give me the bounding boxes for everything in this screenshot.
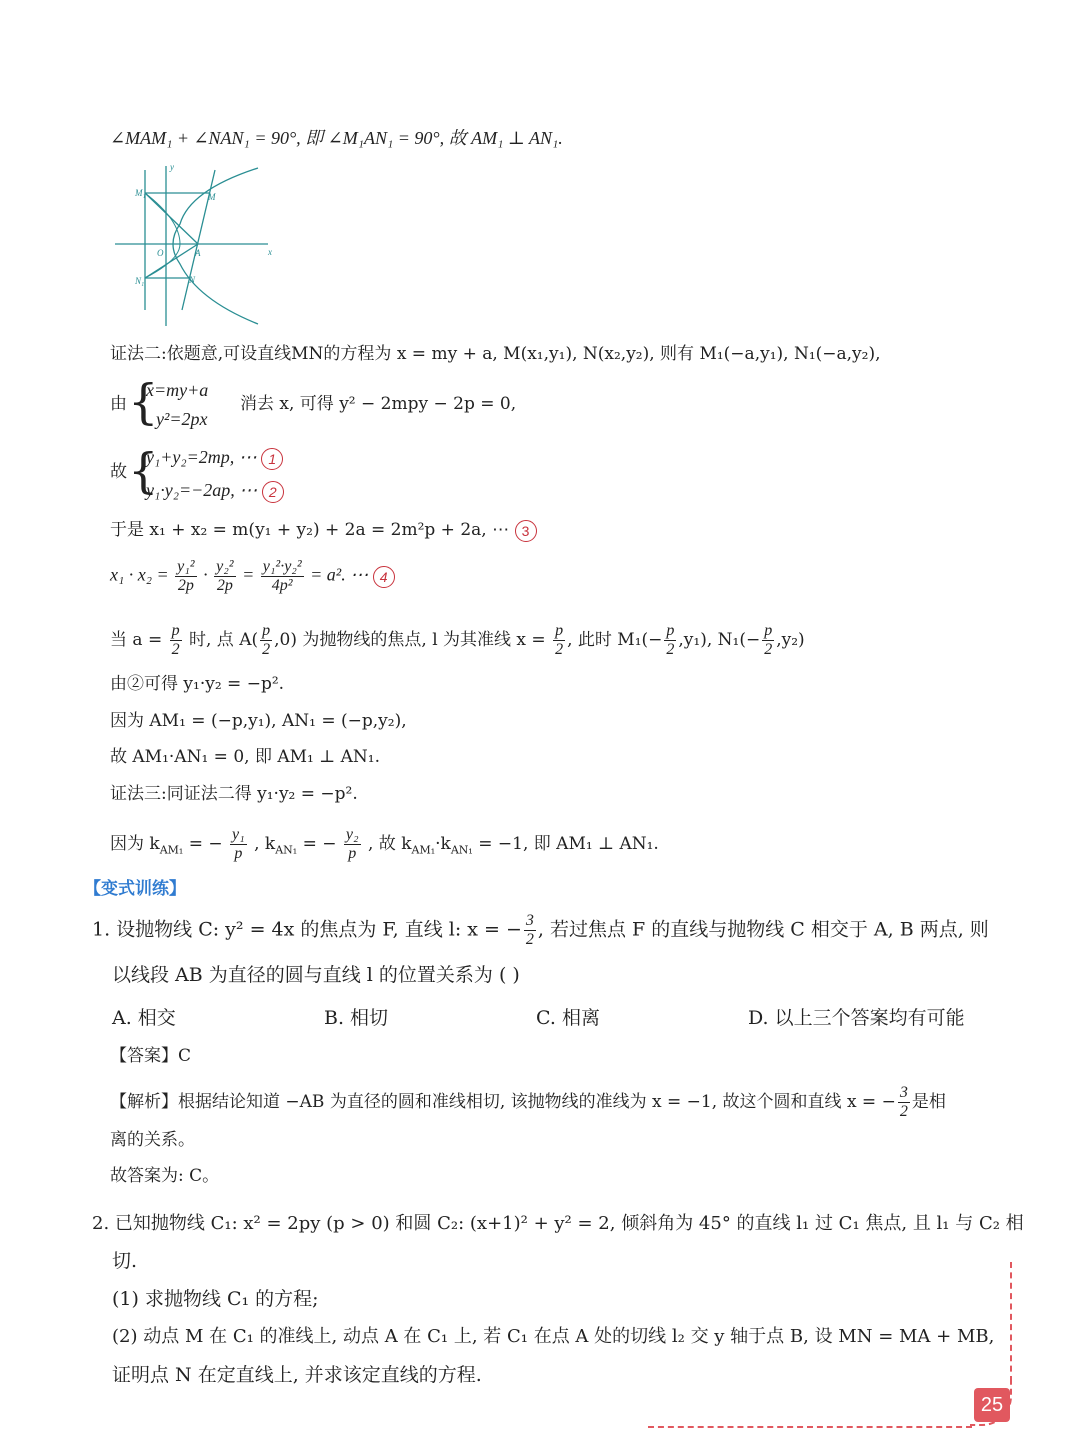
proof2-product-line: x₁ · x₂ = $\frac{\text{y₁²}}{2p}$ · $\frac{\text{y₂²}}{2p}$ = $\frac{\text{y₁²·y₂²}}{\text{4p²}}$ = a². ⋯ 4 — [110, 558, 395, 595]
page-number: 25 — [974, 1388, 1010, 1422]
proof3-slope-line: 因为 $k_{AM_1}$ = − $\frac{\text{y₁}}{p}$ , $k_{AN_1}$ = − $\frac{\text{y₂}}{p}$ , 故 $k_{AM_1}\cdot k_{AN_1} = -1$, 即 AM₁ ⊥ AN₁. — [110, 826, 659, 862]
point-a-label: A — [195, 248, 201, 258]
page-border-right — [1010, 1262, 1012, 1382]
q1-answer: 【答案】C — [110, 1046, 192, 1066]
proof2-vectors: 因为 AM₁ = (−p,y₁), AN₁ = (−p,y₂), — [110, 711, 407, 731]
x-axis-label: x — [268, 247, 272, 257]
proof2-conclusion: 故 AM₁·AN₁ = 0, 即 AM₁ ⊥ AN₁. — [110, 747, 381, 767]
proof2-sum-line: 于是 x₁ + x₂ = m(y₁ + y₂) + 2a = 2m²p + 2a, ⋯ 3 — [110, 518, 537, 542]
circle-1: 1 — [261, 448, 283, 470]
q2-part-1: (1) 求抛物线 C₁ 的方程; — [112, 1288, 319, 1310]
q1-final: 故答案为: C。 — [110, 1166, 220, 1186]
system-brace: { — [128, 374, 159, 430]
point-m1-label: M₁ — [135, 188, 146, 198]
circle-2: 2 — [262, 481, 284, 503]
q2-line-1: 2. 已知抛物线 C₁: x² = 2py (p > 0) 和圆 C₂: (x+1)² + y² = 2, 倾斜角为 45° 的直线 l₁ 过 C₁ 焦点, 且 l₁ 与 C₂ 相 — [92, 1213, 1024, 1234]
q1-analysis-cont: 离的关系。 — [110, 1130, 195, 1150]
q1-option-a[interactable]: A. 相交 — [112, 1007, 176, 1029]
point-n1-label: N₁ — [135, 276, 145, 286]
y-axis-label: y — [170, 162, 174, 172]
circle-4: 4 — [373, 566, 395, 588]
vieta-brace: { — [128, 443, 159, 499]
segment-m1a — [145, 193, 198, 244]
vieta-eq-1: y₁+y₂=2mp, ⋯ 1 — [146, 445, 283, 470]
q1-option-b[interactable]: B. 相切 — [324, 1007, 389, 1029]
system-eliminate: 消去 x, 可得 y² − 2mpy − 2p = 0, — [240, 394, 517, 414]
parabola-curve — [173, 168, 258, 324]
q1-option-d[interactable]: D. 以上三个答案均有可能 — [748, 1007, 965, 1029]
q1-option-c[interactable]: C. 相离 — [536, 1007, 600, 1029]
proof2-focus-line: 当 a = $\frac{p}{2}$ 时, 点 A( $\frac{p}{2}$ ,0) 为抛物线的焦点, l 为其准线 x = $\frac{p}{2}$ , 此时 M₁(− $\frac{p}{2}$ ,y₁), N₁(− $\frac{p}{2}$ ,y₂) — [110, 622, 805, 658]
circle-3: 3 — [515, 520, 537, 542]
q2-part-2-cont: 证明点 N 在定直线上, 并求该定直线的方程. — [112, 1364, 482, 1386]
top-conclusion-line: ∠MAM₁ + ∠NAN₁ = 90°, 即 ∠M₁AN₁ = 90°, 故 AM₁ ⊥ AN₁. — [110, 128, 563, 148]
segment-n1a — [145, 244, 198, 278]
system-line-2: y²=2px — [156, 409, 208, 429]
q1-line-1: 1. 设抛物线 C: y² = 4x 的焦点为 F, 直线 l: x = − $\frac{3}{2}$ , 若过焦点 F 的直线与抛物线 C 相交于 A, B 两点, 则 — [92, 912, 989, 948]
point-m-label: M — [208, 192, 216, 202]
q1-line-2: 以线段 AB 为直径的圆与直线 l 的位置关系为 ( ) — [112, 964, 520, 986]
q1-analysis: 【解析】根据结论知道 −AB 为直径的圆和准线相切, 该抛物线的准线为 x = −1, 故这个圆和直线 x = − $\frac{3}{2}$ 是相 — [110, 1084, 946, 1120]
origin-label: O — [157, 248, 164, 258]
system-line-1: x=my+a — [146, 380, 209, 400]
proof2-from2: 由②可得 y₁·y₂ = −p². — [110, 674, 285, 694]
proof2-gu: 故 — [110, 462, 127, 482]
proof2-system-prefix: 由 — [110, 394, 127, 414]
q2-part-2: (2) 动点 M 在 C₁ 的准线上, 动点 A 在 C₁ 上, 若 C₁ 在点 A 处的切线 l₂ 交 y 轴于点 B, 设 MN = MA + MB, — [112, 1326, 995, 1347]
proof2-intro: 证法二:依题意,可设直线MN的方程为 x = my + a, M(x₁,y₁), N(x₂,y₂), 则有 M₁(−a,y₁), N₁(−a,y₂), — [110, 344, 881, 364]
parabola-figure — [110, 160, 280, 328]
vieta-eq-2: y₁·y₂=−2ap, ⋯ 2 — [146, 478, 284, 503]
page-border-bottom — [648, 1426, 972, 1428]
proof3-line-1: 证法三:同证法二得 y₁·y₂ = −p². — [110, 784, 358, 804]
point-n-label: N — [189, 275, 196, 285]
q2-line-2: 切. — [112, 1250, 138, 1272]
section-title: 【变式训练】 — [84, 879, 186, 899]
